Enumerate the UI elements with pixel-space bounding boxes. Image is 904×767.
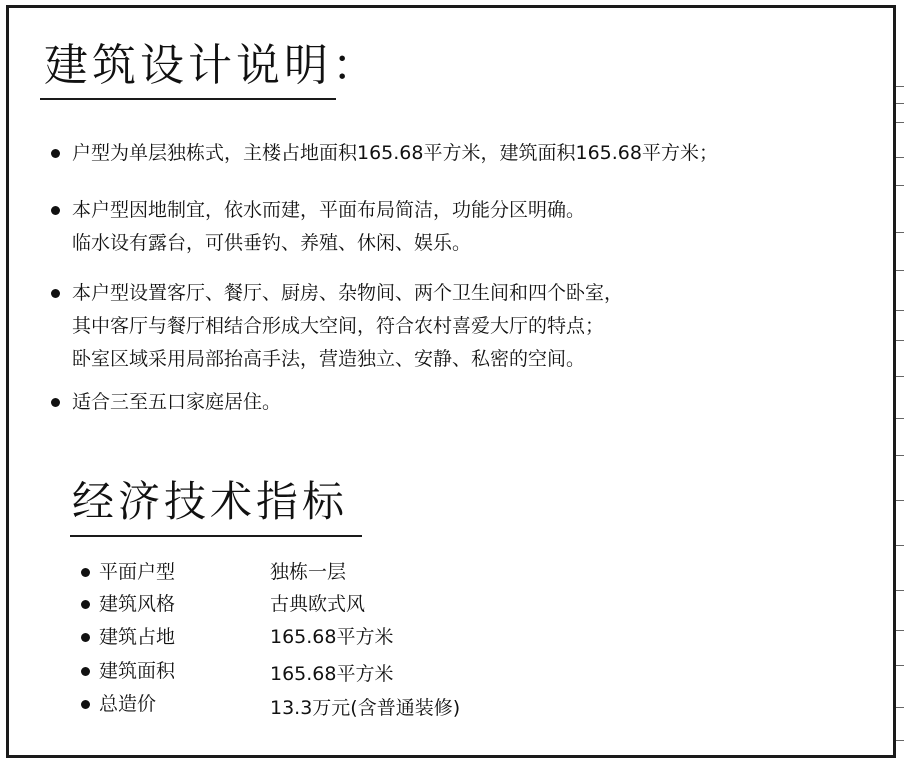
design-bullet-line: 卧室区域采用局部抬高手法，营造独立、安静、私密的空间。	[72, 348, 586, 370]
indicator-value: 165.68平方米	[270, 626, 394, 648]
title-underline	[40, 98, 336, 100]
bullet-dot	[81, 600, 90, 609]
indicator-value: 13.3万元(含普通装修)	[270, 697, 461, 719]
indicator-label: 建筑风格	[99, 593, 176, 615]
indicator-label: 建筑占地	[99, 626, 176, 648]
indicator-value: 165.68平方米	[270, 663, 394, 685]
design-bullet-line: 本户型因地制宜，依水而建，平面布局简洁，功能分区明确。	[72, 199, 586, 221]
bullet-dot	[81, 633, 90, 642]
edge-line	[896, 185, 904, 186]
edge-line	[896, 157, 904, 158]
indicator-value: 独栋一层	[270, 561, 347, 583]
design-bullet-line: 适合三至五口家庭居住。	[72, 391, 282, 413]
bullet-dot	[81, 700, 90, 709]
bullet-dot	[51, 206, 60, 215]
edge-line	[896, 122, 904, 123]
edge-line	[896, 500, 904, 501]
edge-line	[896, 376, 904, 377]
edge-line	[896, 665, 904, 666]
edge-line	[896, 340, 904, 341]
indicator-label: 建筑面积	[99, 660, 176, 682]
indicator-label: 平面户型	[99, 561, 176, 583]
edge-line	[896, 86, 904, 87]
design-bullet-line: 本户型设置客厅、餐厅、厨房、杂物间、两个卫生间和四个卧室，	[72, 282, 624, 304]
bullet-dot	[51, 149, 60, 158]
bullet-dot	[81, 667, 90, 676]
edge-line	[896, 270, 904, 271]
edge-line	[896, 630, 904, 631]
edge-line	[896, 232, 904, 233]
edge-line	[896, 418, 904, 419]
edge-line	[896, 590, 904, 591]
edge-line	[896, 310, 904, 311]
design-bullet-line: 户型为单层独栋式，主楼占地面积165.68平方米，建筑面积165.68平方米；	[72, 142, 718, 164]
bullet-dot	[51, 289, 60, 298]
title-underline	[70, 535, 362, 537]
design-bullet-line: 临水设有露台，可供垂钓、养殖、休闲、娱乐。	[72, 232, 472, 254]
bullet-dot	[81, 568, 90, 577]
economics-title: 经济技术指标	[72, 477, 349, 526]
edge-line	[896, 740, 904, 741]
indicator-label: 总造价	[99, 693, 157, 715]
design-title: 建筑设计说明：	[44, 40, 380, 91]
design-bullet-line: 其中客厅与餐厅相结合形成大空间，符合农村喜爱大厅的特点；	[72, 315, 605, 337]
bullet-dot	[51, 398, 60, 407]
indicator-value: 古典欧式风	[270, 593, 366, 615]
edge-line	[896, 707, 904, 708]
edge-line	[896, 545, 904, 546]
edge-line	[896, 103, 904, 104]
edge-line	[896, 455, 904, 456]
